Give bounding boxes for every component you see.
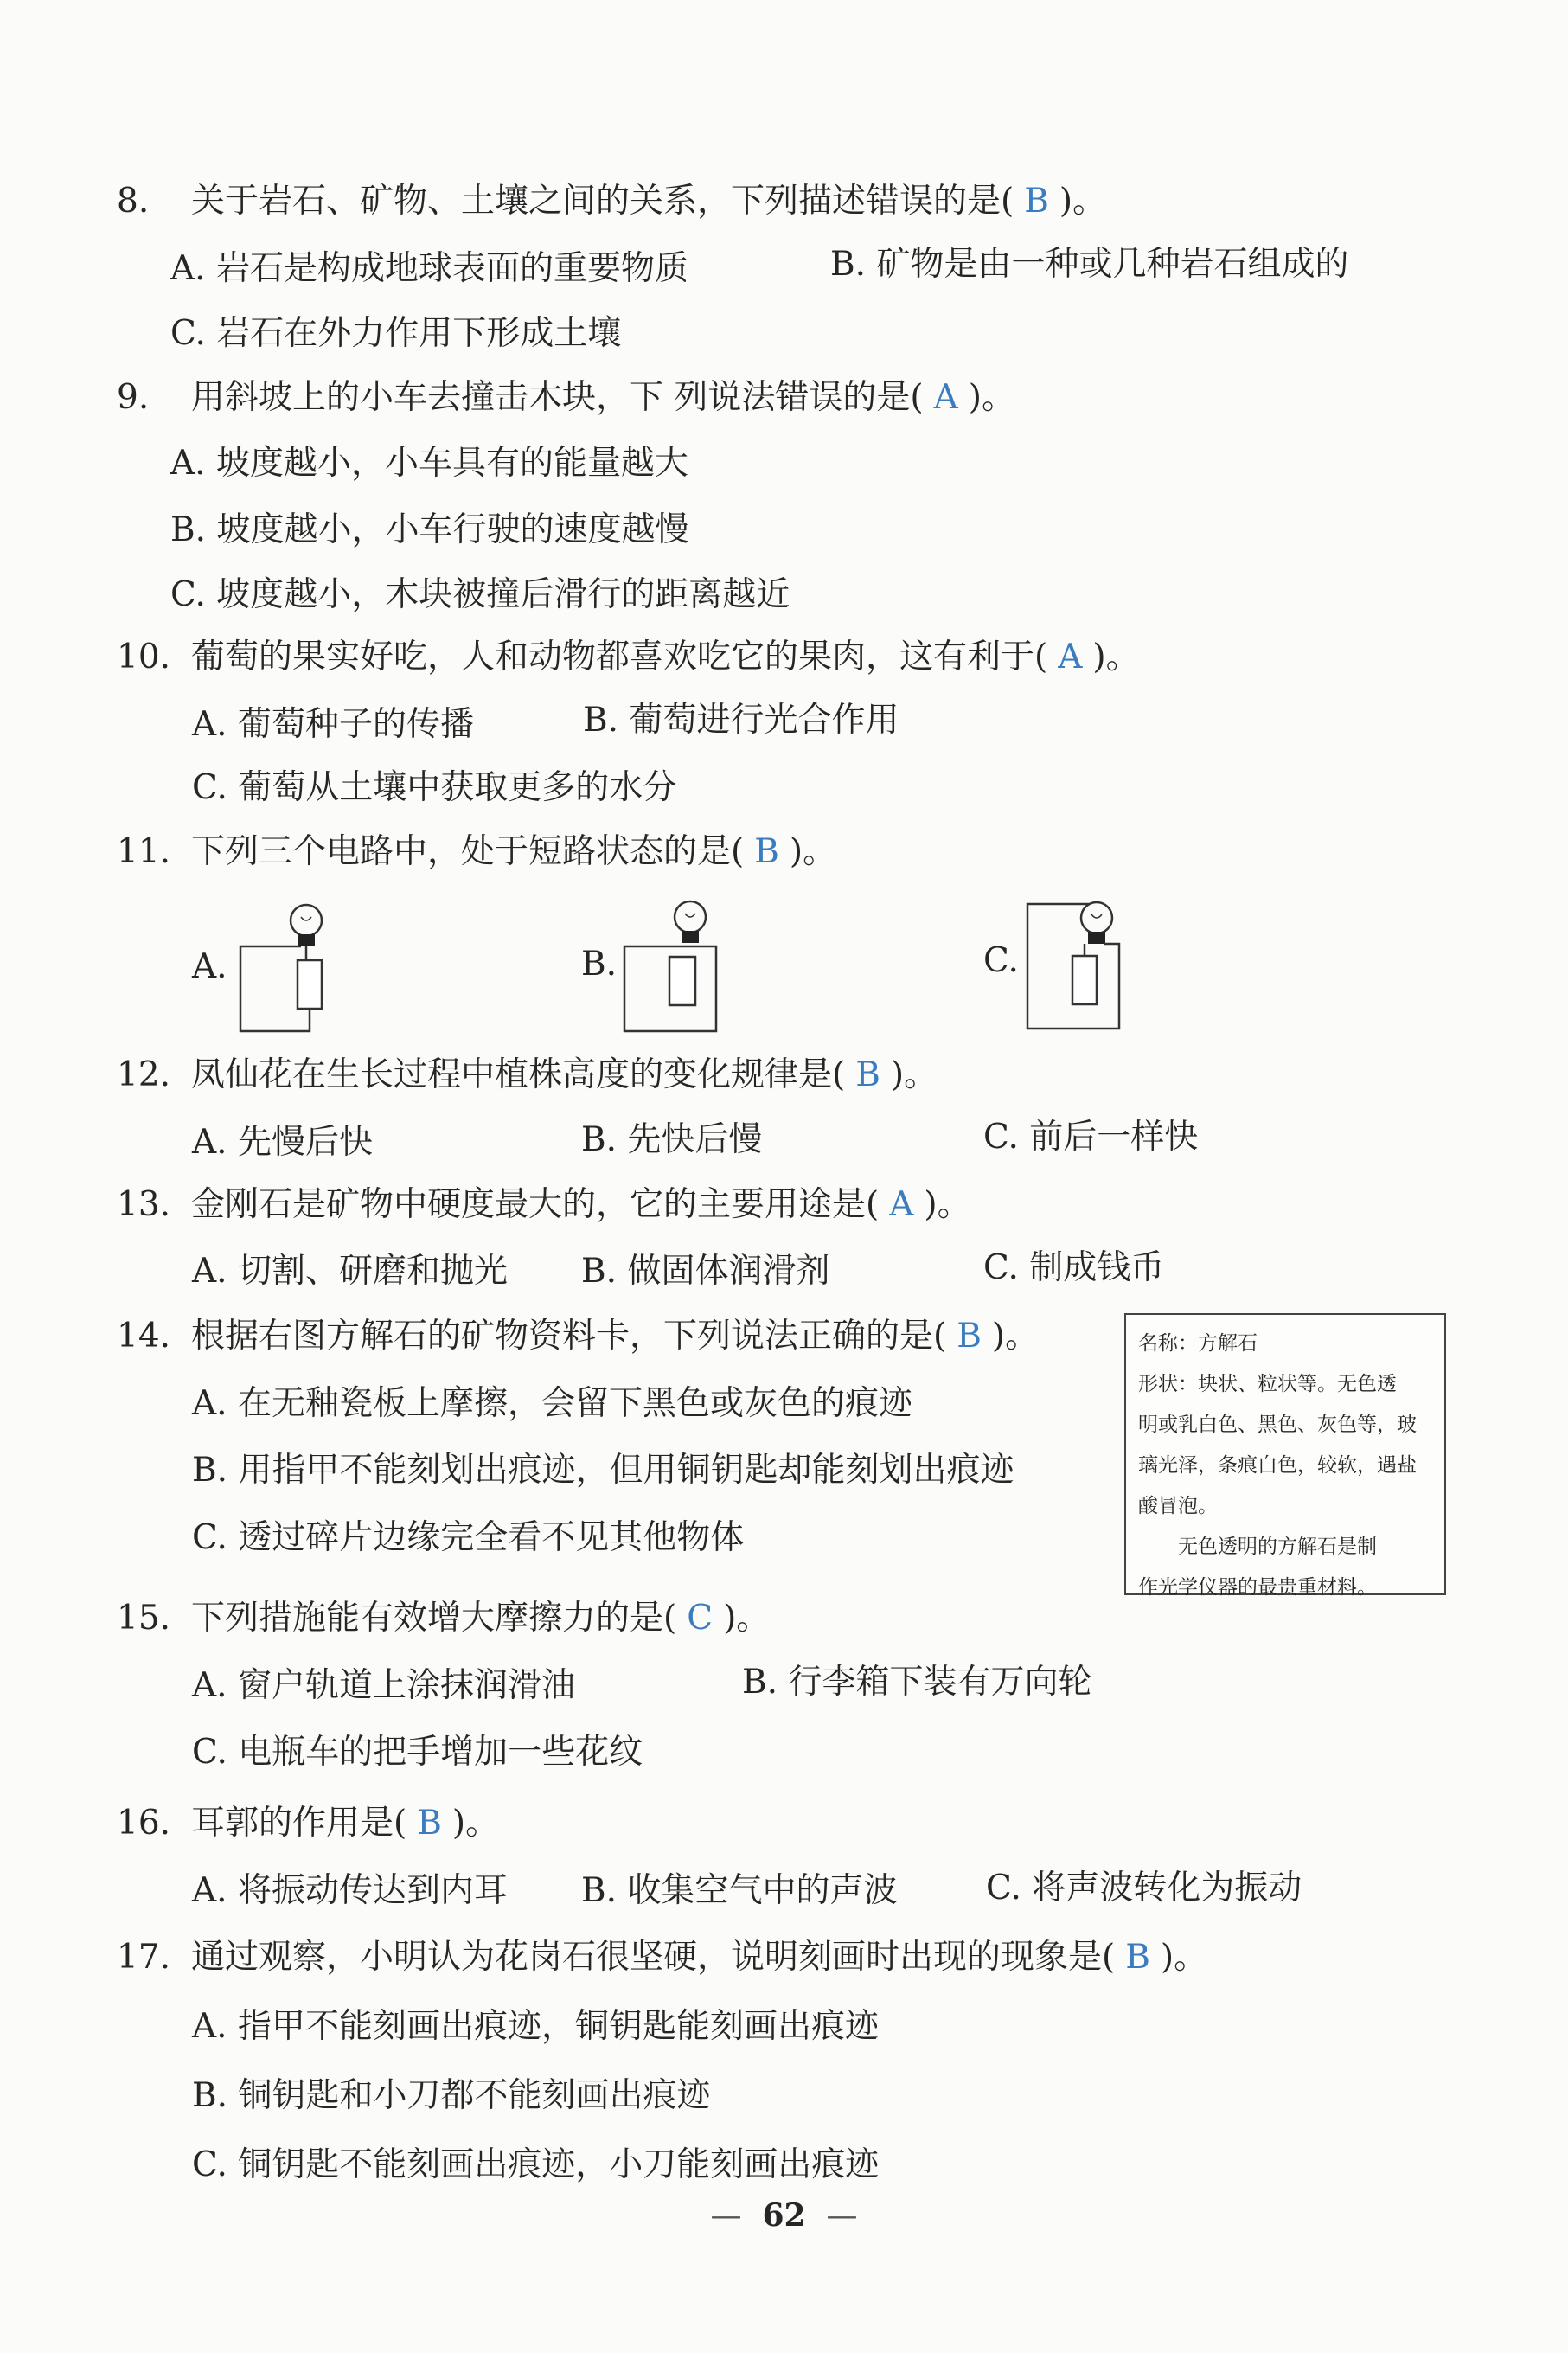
option: C. 前后一样快 bbox=[983, 1118, 1199, 1157]
option: C. 电瓶车的把手增加一些花纹 bbox=[192, 1733, 643, 1772]
option: A. 先慢后快 bbox=[192, 1123, 373, 1162]
card-line: 璃光泽，条痕白色，较软，遇盐 bbox=[1138, 1454, 1417, 1477]
question-17: 17. 通过观察，小明认为花岗石很坚硬，说明刻画时出现的现象是( B )。 bbox=[117, 1938, 1208, 1977]
option: B. 收集空气中的声波 bbox=[581, 1871, 898, 1910]
option: B. 先快后慢 bbox=[581, 1120, 763, 1159]
option: B. 行李箱下装有万向轮 bbox=[742, 1663, 1092, 1702]
question-13: 13. 金刚石是矿物中硬度最大的，它的主要用途是( A )。 bbox=[117, 1185, 971, 1224]
option: C. 透过碎片边缘完全看不见其他物体 bbox=[192, 1518, 745, 1557]
question-15: 15. 下列措施能有效增大摩擦力的是( C )。 bbox=[117, 1599, 771, 1638]
option: C. 葡萄从土壤中获取更多的水分 bbox=[192, 768, 677, 807]
option: A. 葡萄种子的传播 bbox=[192, 705, 474, 744]
option: B. 做固体润滑剂 bbox=[581, 1252, 830, 1291]
option: A. 指甲不能刻画出痕迹，铜钥匙能刻画出痕迹 bbox=[192, 2007, 879, 2046]
card-note: 无色透明的方解石是制 bbox=[1178, 1536, 1377, 1558]
option: A. 坡度越小，小车具有的能量越大 bbox=[170, 444, 688, 483]
circuit-label-b: B. bbox=[581, 945, 618, 984]
option: B. 葡萄进行光合作用 bbox=[583, 701, 899, 740]
circuit-diagram-b bbox=[621, 891, 742, 1038]
card-line: 形状：块状、粒状等。无色透 bbox=[1138, 1373, 1397, 1395]
battery-icon bbox=[298, 960, 322, 1009]
question-10: 10. 葡萄的果实好吃，人和动物都喜欢吃它的果肉，这有利于( A )。 bbox=[117, 638, 1140, 676]
battery-icon bbox=[669, 957, 695, 1005]
answer: B bbox=[754, 832, 779, 871]
option: C. 坡度越小，木块被撞后滑行的距离越近 bbox=[170, 575, 790, 614]
option: C. 将声波转化为振动 bbox=[986, 1869, 1302, 1907]
question-16: 16. 耳郭的作用是( B )。 bbox=[117, 1804, 500, 1843]
option: B. 用指甲不能刻划出痕迹，但用铜钥匙却能刻划出痕迹 bbox=[192, 1451, 1014, 1490]
circuit-label-a: A. bbox=[192, 947, 227, 986]
answer: B bbox=[1125, 1938, 1150, 1977]
answer: B bbox=[1024, 182, 1049, 221]
answer: C bbox=[687, 1599, 714, 1638]
answer: A bbox=[933, 378, 958, 417]
option: C. 制成钱币 bbox=[983, 1248, 1165, 1287]
option: B. 坡度越小，小车行驶的速度越慢 bbox=[170, 510, 689, 549]
bulb-icon bbox=[291, 905, 322, 946]
answer: A bbox=[889, 1185, 914, 1224]
circuit-diagram-a bbox=[234, 891, 355, 1038]
option: B. 铜钥匙和小刀都不能刻画出痕迹 bbox=[192, 2076, 711, 2115]
bulb-icon bbox=[1081, 902, 1112, 944]
option: A. 岩石是构成地球表面的重要物质 bbox=[170, 249, 688, 288]
question-11: 11. 下列三个电路中，处于短路状态的是( B )。 bbox=[117, 832, 837, 871]
circuit-label-c: C. bbox=[983, 941, 1019, 980]
card-note: 作光学仪器的最贵重材料。 bbox=[1138, 1576, 1377, 1599]
answer: B bbox=[417, 1804, 442, 1843]
option: C. 铜钥匙不能刻画出痕迹，小刀能刻画出痕迹 bbox=[192, 2145, 880, 2184]
bulb-icon bbox=[675, 901, 706, 943]
option: C. 岩石在外力作用下形成土壤 bbox=[170, 314, 622, 353]
card-line: 名称：方解石 bbox=[1138, 1332, 1258, 1355]
answer: A bbox=[1058, 638, 1083, 676]
question-14: 14. 根据右图方解石的矿物资料卡，下列说法正确的是( B )。 bbox=[117, 1317, 1040, 1356]
option: A. 切割、研磨和抛光 bbox=[192, 1252, 508, 1291]
mineral-info-card bbox=[1124, 1313, 1446, 1599]
card-line: 明或乳白色、黑色、灰色等，玻 bbox=[1138, 1414, 1417, 1436]
battery-icon bbox=[1072, 956, 1097, 1004]
question-12: 12. 凤仙花在生长过程中植株高度的变化规律是( B )。 bbox=[117, 1055, 938, 1094]
answer: B bbox=[957, 1317, 982, 1356]
card-line: 酸冒泡。 bbox=[1138, 1495, 1218, 1517]
question-8: 8. 关于岩石、矿物、土壤之间的关系，下列描述错误的是( B )。 bbox=[117, 182, 1107, 221]
option: A. 将振动传达到内耳 bbox=[192, 1871, 508, 1910]
option: A. 在无釉瓷板上摩擦，会留下黑色或灰色的痕迹 bbox=[192, 1384, 912, 1423]
answer: B bbox=[855, 1055, 880, 1094]
circuit-diagram-c bbox=[1021, 887, 1142, 1038]
option: A. 窗户轨道上涂抹润滑油 bbox=[192, 1666, 575, 1705]
option: B. 矿物是由一种或几种岩石组成的 bbox=[830, 245, 1349, 284]
page-number: — 62 — bbox=[710, 2197, 858, 2234]
question-9: 9. 用斜坡上的小车去撞击木块，下 列说法错误的是( A )。 bbox=[117, 378, 1016, 417]
